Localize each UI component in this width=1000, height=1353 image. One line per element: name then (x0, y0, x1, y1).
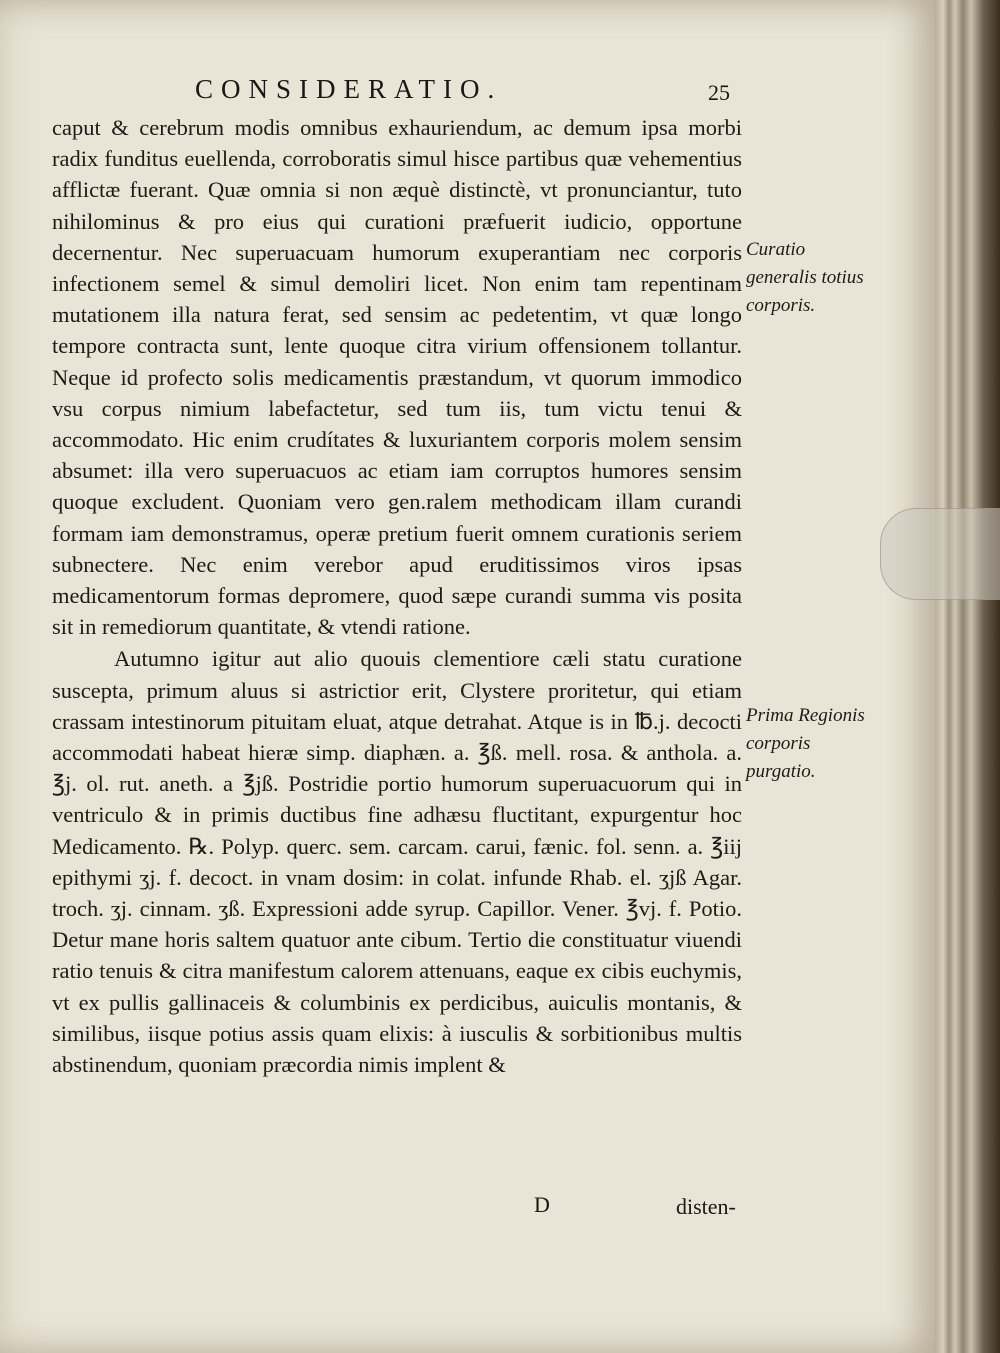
bookmark-tab (880, 508, 1000, 600)
main-text-block (52, 112, 742, 1080)
paragraph-2: Autumno igitur aut alio quouis clementiore cæli statu curatione suscepta, primum aluus si astrictior erit, Clystere proritetur, qui etiam crassam intestinorum pituitam eluat, atque detrahat. Atque is in ℔.j. decocti accommodati habeat hieræ simp. diaphæn. a. ℥ß. mell. rosa. & anthola. a. ℥j. ol. rut. aneth. a ℥jß. Postridie portio humorum superuacuorum qui in ventriculo & in primis ductibus fine adhæsu fluctitant, expurgentur hoc Medicamento. ℞. Polyp. querc. sem. carcam. carui, fænic. fol. senn. a. ℥iij epithymi ʒj. f. decoct. in vnam dosim: in colat. infunde Rhab. el. ʒjß Agar. troch. ʒj. cinnam. ʒß. Expressioni adde syrup. Capillor. Vener. ℥vj. f. Potio. Detur mane horis saltem quatuor ante cibum. Tertio die constituatur viuendi ratio tenuis & citra manifestum calorem attenuans, eaque ex cibis euchymis, vt ex pullis gallinaceis & columbinis ex perdicibus, auiculis montanis, & similibus, iisque potius assis quam elixis: à iusculis & sorbitionibus multis abstinendum, quoniam præcordia nimis implent & (52, 646, 742, 1078)
marginal-note-first-purgation: Prima Regionis corporis purgatio. (746, 705, 865, 782)
running-head: CONSIDERATIO. (195, 74, 503, 104)
signature-mark: D (534, 1192, 550, 1217)
paragraph-1: caput & cerebrum modis omnibus exhauriendum, ac demum ipsa morbi radix funditus euellenda, corroboratis simul hisce partibus quæ vehementius afflictæ fuerant. Quæ omnia si non æquè distinctè, vt pronunciantur, tuto nihilominus & pro eius qui curationi præfuerit iudicio, opportune decernentur. Nec superuacuam humorum exuperantiam nec corporis infectionem semel & simul demoliri licet. Non enim tam repentinam mutationem illa natura ferat, sed sensim ac pedetentim, vt quæ longo tempore contracta sunt, lente quoque citra virium offensionem tollantur. Neque id profecto solis medicamentis præstandum, vt quorum immodico vsu corpus nimium labefactetur, sed tum iis, tum victu tenui & accommodato. Hic enim crudítates & luxuriantem corporis molem sensim absumet: illa vero superuacuos ac etiam iam corruptos humores sensim quoque excludent. Quoniam vero gen.ralem methodicam illam curandi formam iam demonstramus, operæ pretium fuerit omnem curationis seriem subnectere. Nec enim verebor apud eruditissimos viros ipsas medicamentorum formas depromere, quod sæpe curandi summa vis posita sit in remediorum quantitate, & vtendi ratione. (52, 115, 742, 640)
catchword: disten- (676, 1194, 736, 1219)
marginal-note-general-cure: Curatio generalis totius corporis. (746, 239, 864, 316)
page-header (0, 74, 935, 106)
page-edges (935, 0, 1000, 1353)
page-number: 25 (708, 80, 730, 105)
